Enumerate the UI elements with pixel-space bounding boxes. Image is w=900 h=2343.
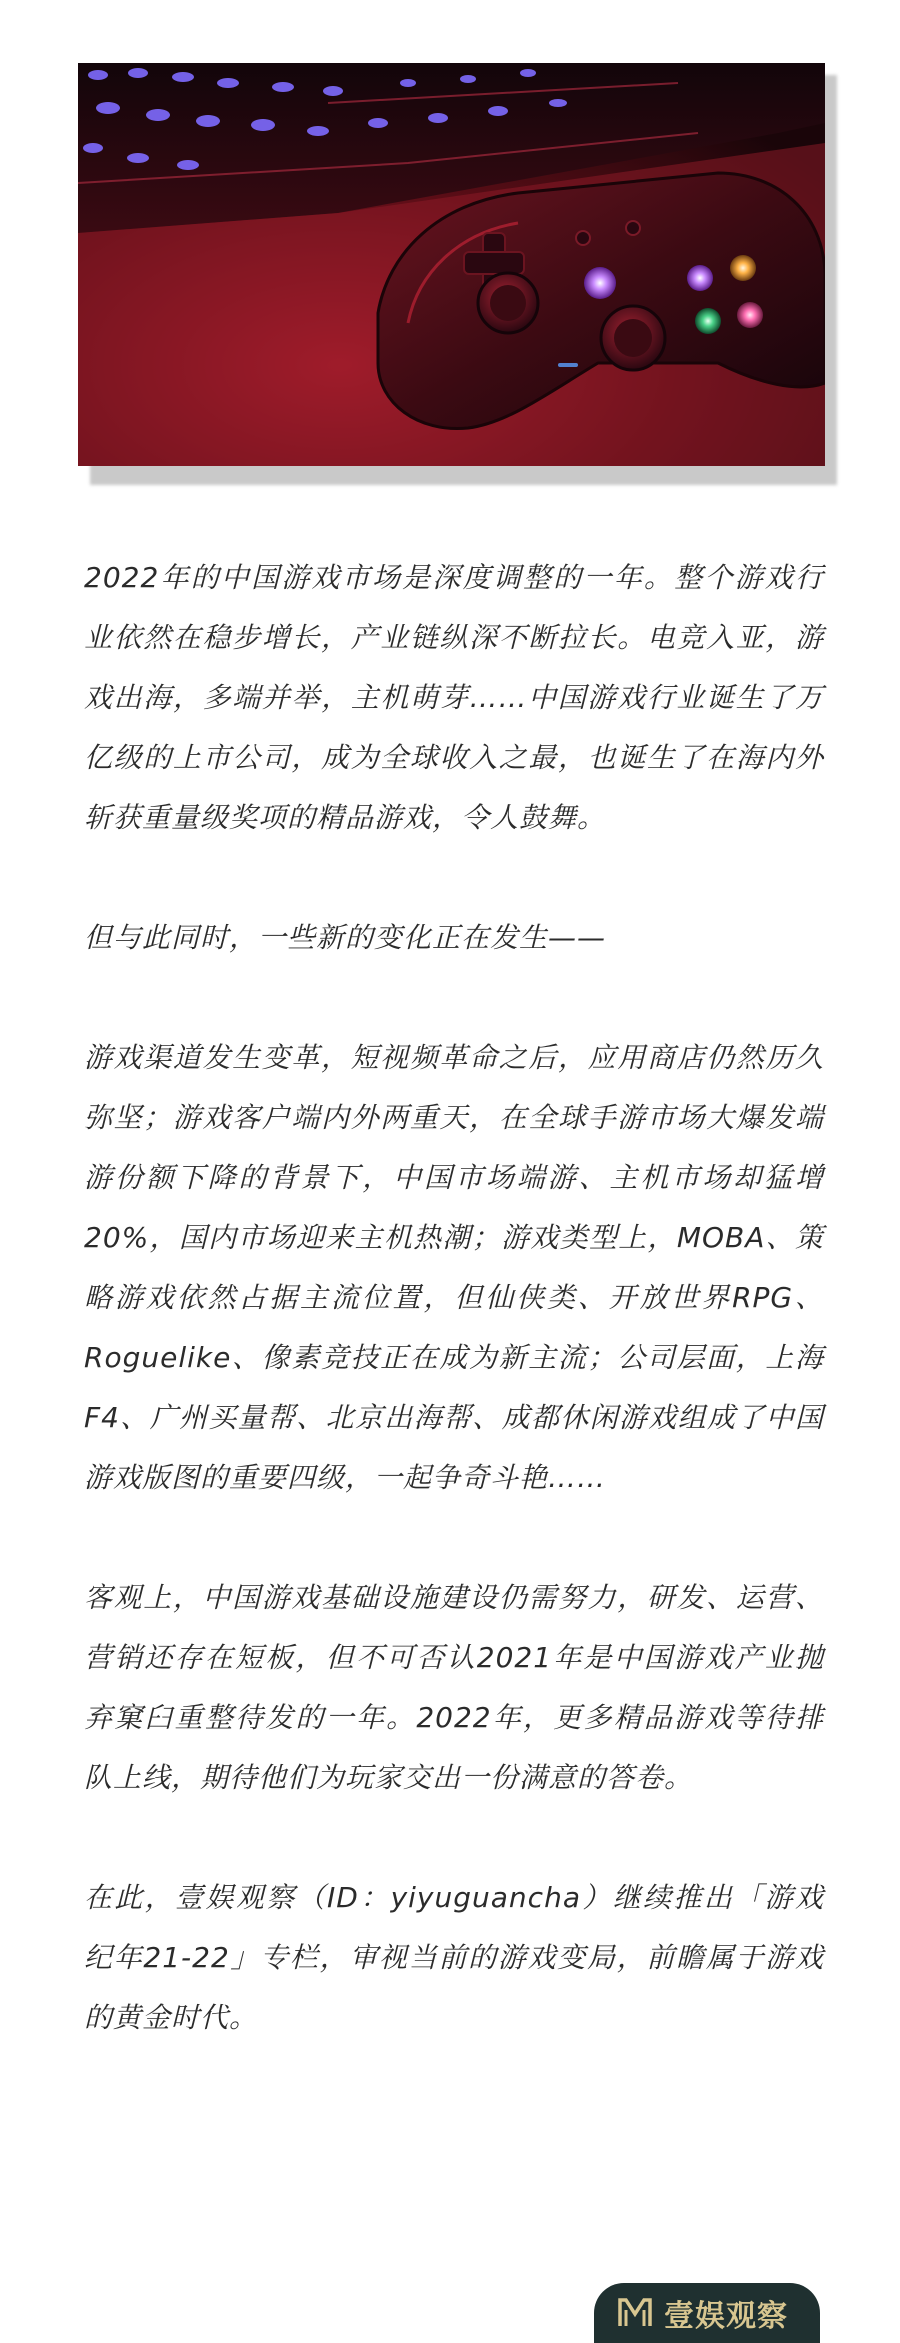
hero-illustration bbox=[78, 63, 825, 466]
hero-image-frame bbox=[78, 63, 825, 466]
brand-badge bbox=[594, 2283, 820, 2343]
game-controller-on-keyboard-image bbox=[78, 63, 825, 466]
brand-name: 壹娱观察 bbox=[664, 2299, 788, 2334]
yiyu-logo-icon bbox=[616, 2294, 654, 2332]
article-body bbox=[84, 548, 824, 2108]
article-paragraph-4: 客观上，中国游戏基础设施建设仍需努力，研发、运营、营销还存在短板，但不可否认2021年是中国游戏产业抛弃窠臼重整待发的一年。2022年，更多精品游戏等待排队上线，期待他们为玩家交出一份满意的答卷。 bbox=[84, 1581, 824, 1794]
article-paragraph-1: 2022年的中国游戏市场是深度调整的一年。整个游戏行业依然在稳步增长，产业链纵深不断拉长。电竞入亚，游戏出海，多端并举，主机萌芽……中国游戏行业诞生了万亿级的上市公司，成为全球收入之最，也诞生了在海内外斩获重量级奖项的精品游戏，令人鼓舞。 bbox=[84, 561, 824, 834]
article-paragraph-2: 但与此同时，一些新的变化正在发生—— bbox=[84, 921, 607, 954]
article-paragraph-3: 游戏渠道发生变革，短视频革命之后，应用商店仍然历久弥坚；游戏客户端内外两重天，在全球手游市场大爆发端游份额下降的背景下，中国市场端游、主机市场却猛增20%，国内市场迎来主机热潮；游戏类型上，MOBA、策略游戏依然占据主流位置，但仙侠类、开放世界RPG、Roguelike、像素竞技正在成为新主流；公司层面，上海F4、广州买量帮、北京出海帮、成都休闲游戏组成了中国游戏版图的重要四级，一起争奇斗艳…… bbox=[84, 1041, 824, 1494]
article-paragraph-5: 在此，壹娱观察（ID：yiyuguancha）继续推出「游戏纪年21-22」专栏，审视当前的游戏变局，前瞻属于游戏的黄金时代。 bbox=[84, 1881, 824, 2034]
